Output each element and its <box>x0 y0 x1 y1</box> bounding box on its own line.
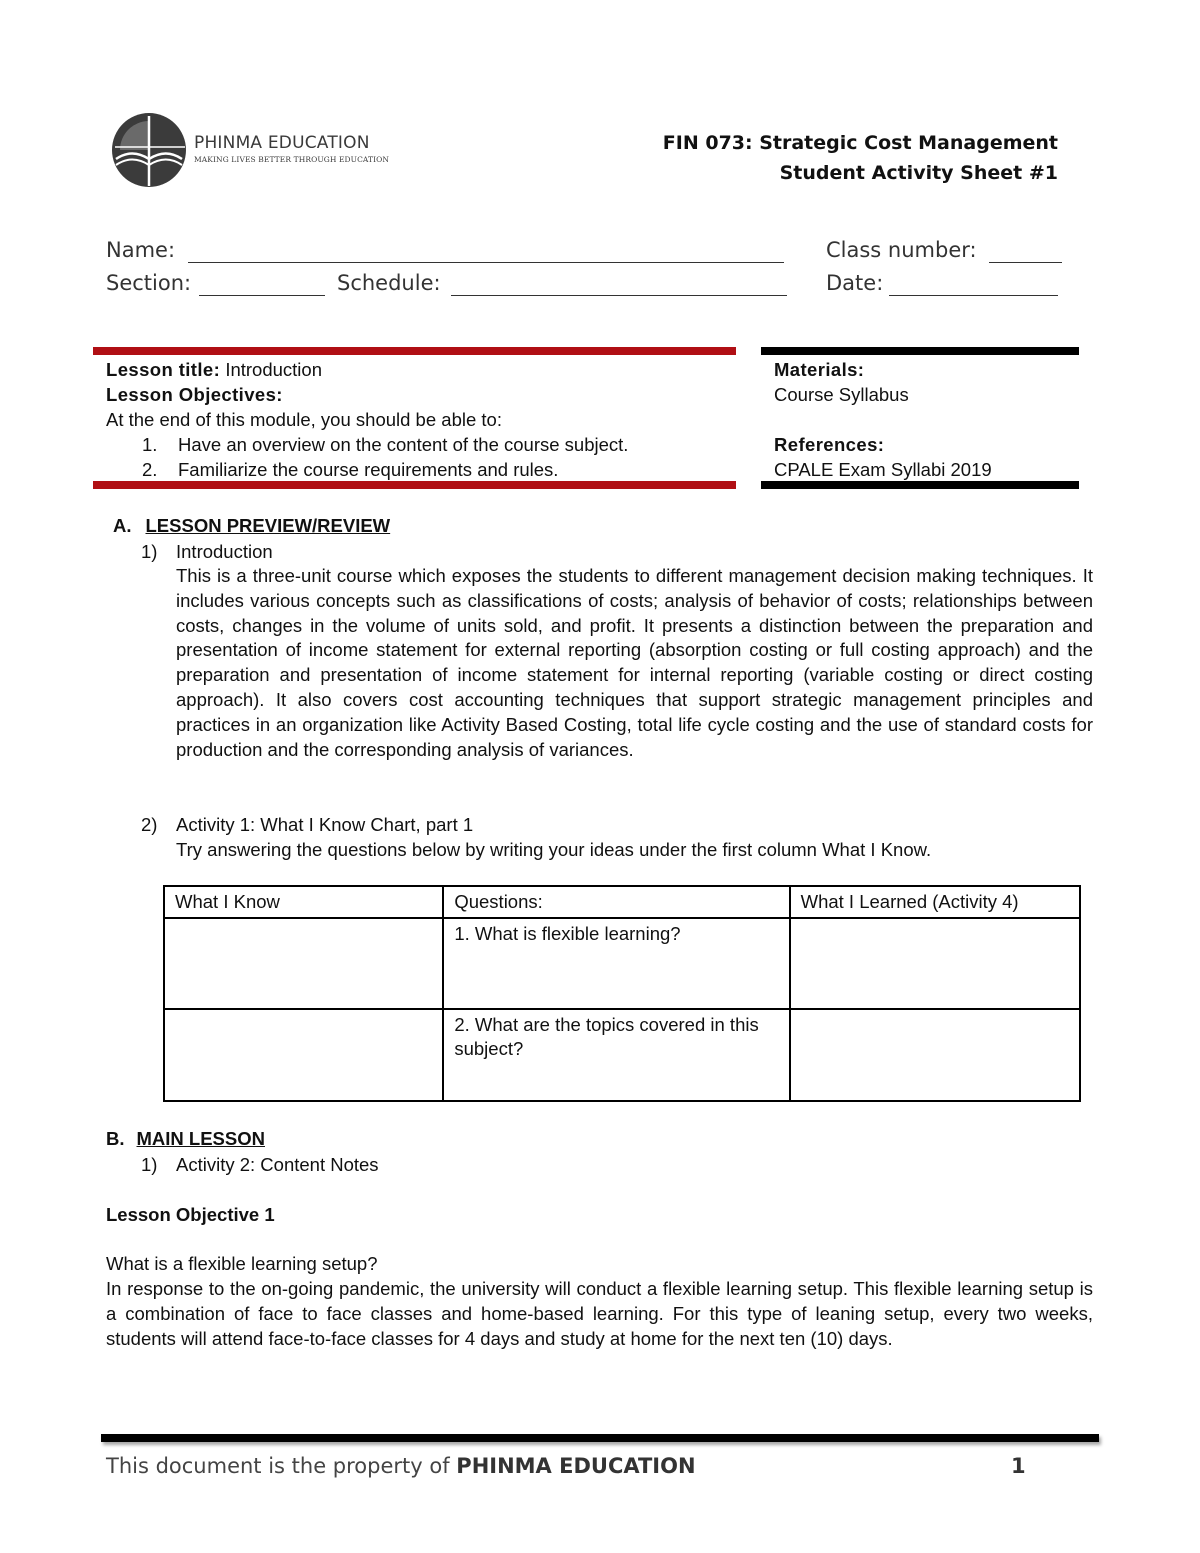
question-cell: 1. What is flexible learning? <box>443 918 789 1009</box>
logo-tagline: MAKING LIVES BETTER THROUGH EDUCATION <box>194 155 390 164</box>
page-number: 1 <box>1011 1454 1026 1478</box>
section-b-item1-num: 1) <box>141 1154 158 1175</box>
name-label: Name: <box>106 238 176 262</box>
what-i-know-table <box>163 885 1081 1102</box>
question-cell: 2. What are the topics covered in this subject? <box>443 1009 789 1101</box>
lesson-title-label: Lesson title: <box>106 359 221 380</box>
schedule-field[interactable] <box>451 295 787 296</box>
sheet-title: Student Activity Sheet #1 <box>779 162 1058 184</box>
section-b-item1-title: Activity 2: Content Notes <box>176 1154 379 1175</box>
logo-name: PHINMA EDUCATION <box>194 133 370 153</box>
what-i-know-cell[interactable] <box>164 1009 443 1101</box>
section-b-heading: B. MAIN LESSON <box>106 1128 265 1149</box>
materials-label: Materials: <box>774 359 865 380</box>
lesson-title-value: Introduction <box>225 359 322 380</box>
flexible-learning-paragraph: In response to the on-going pandemic, the university will conduct a flexible learning setup. This flexible learning setup is a combination of face to face classes and home-based learning. For this type of leaning setup, every two weeks, students will attend face-to-face classes for 4 days and study at home for the next ten (10) days. <box>106 1278 1093 1349</box>
section-label: Section: <box>106 271 192 295</box>
section-a-item1-title: Introduction <box>176 541 273 562</box>
objectives-label: Lesson Objectives: <box>106 384 283 405</box>
lesson-box-bottom-bar <box>93 481 736 489</box>
table-header: What I Know <box>164 886 443 918</box>
footer-text: This document is the property of PHINMA EDUCATION <box>106 1454 696 1478</box>
objective-item: 1. Have an overview on the content of the course subject. <box>142 434 629 455</box>
section-a-item2-num: 2) <box>141 814 158 835</box>
course-title: FIN 073: Strategic Cost Management <box>662 132 1058 154</box>
materials-value: Course Syllabus <box>774 384 909 405</box>
date-field[interactable] <box>889 295 1058 296</box>
section-a-heading: A. LESSON PREVIEW/REVIEW <box>113 515 391 536</box>
section-a-item2-title: Activity 1: What I Know Chart, part 1 <box>176 814 474 835</box>
class-number-label: Class number: <box>826 238 977 262</box>
table-header: Questions: <box>443 886 789 918</box>
what-i-learned-cell[interactable] <box>790 1009 1080 1101</box>
side-box-bottom-bar <box>761 481 1079 489</box>
objective-item: 2. Familiarize the course requirements and rules. <box>142 459 559 480</box>
section-a-item1-num: 1) <box>141 541 158 562</box>
what-i-learned-cell[interactable] <box>790 918 1080 1009</box>
name-field[interactable] <box>188 262 784 263</box>
section-b-title: MAIN LESSON <box>136 1128 265 1149</box>
table-row <box>164 1009 1080 1101</box>
section-a-item2-body: Try answering the questions below by writing your ideas under the first column What I Know. <box>176 839 932 860</box>
section-a-title: LESSON PREVIEW/REVIEW <box>145 515 391 536</box>
references-value: CPALE Exam Syllabi 2019 <box>774 459 992 480</box>
table-header-row <box>164 886 1080 918</box>
table-row <box>164 918 1080 1009</box>
schedule-label: Schedule: <box>337 271 441 295</box>
side-box <box>774 357 1074 482</box>
lesson-objective-heading: Lesson Objective 1 <box>106 1204 275 1225</box>
footer-owner: PHINMA EDUCATION <box>456 1454 696 1478</box>
section-field[interactable] <box>199 295 325 296</box>
what-i-know-cell[interactable] <box>164 918 443 1009</box>
table-header: What I Learned (Activity 4) <box>790 886 1080 918</box>
lesson-box <box>106 357 736 482</box>
flexible-learning-question: What is a flexible learning setup? <box>106 1253 378 1274</box>
lesson-box-top-bar <box>93 347 736 355</box>
objectives-intro: At the end of this module, you should be able to: <box>106 409 502 430</box>
side-box-top-bar <box>761 347 1079 355</box>
references-label: References: <box>774 434 885 455</box>
date-label: Date: <box>826 271 884 295</box>
footer-bar <box>101 1434 1099 1442</box>
section-a-item1-body: This is a three-unit course which exposes the students to different management decision making techniques. It includes various concepts such as classifications of costs; analysis of behavior of costs; relationships between costs, changes in the volume of units sold, and profit. It presents a distinction between the preparation and presentation of income statement for external reporting (absorption costing or full costing approach) and the preparation and presentation of income statement for internal reporting (variable costing or direct costing approach). It also covers cost accounting techniques that support strategic management principles and practices in an organization like Activity Based Costing, total life cycle costing and the use of standard costs for production and the corresponding analysis of variances. <box>176 565 1093 760</box>
class-number-field[interactable] <box>989 262 1062 263</box>
